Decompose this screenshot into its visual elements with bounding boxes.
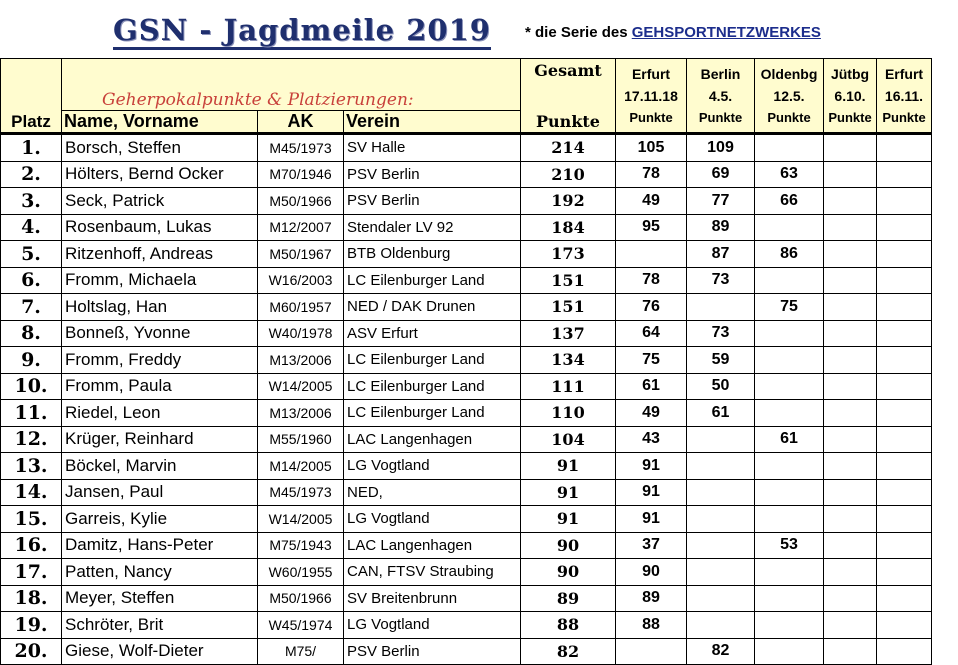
event-points-cell [877,532,932,559]
event-points-cell [877,400,932,427]
platz-cell: 17. [1,559,62,586]
event-points-cell: 75 [616,347,687,374]
event-points-cell [616,638,687,665]
gesamt-cell: 110 [521,400,616,427]
event-points-cell [755,506,824,533]
table-row [1,453,932,480]
event-points-cell [824,347,877,374]
name-cell: Fromm, Freddy [62,347,258,374]
event-header-4: Erfurt 16.11. Punkte [877,59,932,134]
platz-cell: 12. [1,426,62,453]
event-points-cell [877,479,932,506]
event-points-cell: 59 [687,347,755,374]
verein-cell: LC Eilenburger Land [344,267,521,294]
platz-cell: 20. [1,638,62,665]
table-row [1,373,932,400]
event-points-cell [755,134,824,162]
event-points-cell [877,638,932,665]
event-points-cell [687,294,755,321]
table-row [1,320,932,347]
event-points-cell [755,479,824,506]
ak-cell: M55/1960 [258,426,344,453]
table-row [1,347,932,374]
event-points-cell [687,426,755,453]
platz-cell: 13. [1,453,62,480]
verein-cell: LG Vogtland [344,453,521,480]
gesamt-cell: 214 [521,134,616,162]
event-points-cell [877,559,932,586]
event-points-cell: 78 [616,161,687,188]
event-points-cell: 95 [616,214,687,241]
platz-cell: 10. [1,373,62,400]
event-points-cell: 77 [687,188,755,215]
ak-cell: M50/1966 [258,188,344,215]
platz-cell: 2. [1,161,62,188]
name-cell: Böckel, Marvin [62,453,258,480]
gesamt-cell: 173 [521,241,616,268]
verein-cell: LC Eilenburger Land [344,347,521,374]
event-header-2: Oldenbg 12.5. Punkte [755,59,824,134]
name-cell: Riedel, Leon [62,400,258,427]
event-points-cell [824,479,877,506]
name-cell: Garreis, Kylie [62,506,258,533]
table-row [1,267,932,294]
platz-cell: 15. [1,506,62,533]
gesamt-cell: 91 [521,506,616,533]
verein-cell: LAC Langenhagen [344,532,521,559]
event-points-cell: 37 [616,532,687,559]
verein-cell: NED, [344,479,521,506]
event-points-cell: 73 [687,320,755,347]
gesamt-cell: 134 [521,347,616,374]
event-points-cell [877,426,932,453]
ak-cell: W45/1974 [258,612,344,639]
ak-cell: M13/2006 [258,347,344,374]
event-points-cell [824,214,877,241]
event-points-cell [824,161,877,188]
platz-header: Platz [1,59,62,134]
name-cell: Jansen, Paul [62,479,258,506]
verein-cell: LG Vogtland [344,506,521,533]
verein-cell: CAN, FTSV Straubing [344,559,521,586]
verein-cell: PSV Berlin [344,638,521,665]
event-points-cell [877,188,932,215]
ak-cell: W14/2005 [258,373,344,400]
name-cell: Schröter, Brit [62,612,258,639]
event-points-cell: 43 [616,426,687,453]
event-points-cell: 73 [687,267,755,294]
event-points-cell [877,161,932,188]
gesamt-cell: 89 [521,585,616,612]
table-row [1,559,932,586]
name-cell: Rosenbaum, Lukas [62,214,258,241]
name-cell: Seck, Patrick [62,188,258,215]
ak-cell: M45/1973 [258,134,344,162]
table-row [1,188,932,215]
name-cell: Fromm, Michaela [62,267,258,294]
event-points-cell [824,188,877,215]
name-cell: Fromm, Paula [62,373,258,400]
event-points-cell [824,532,877,559]
ak-cell: M14/2005 [258,453,344,480]
event-points-cell [824,294,877,321]
event-points-cell [824,241,877,268]
gesamt-cell: 90 [521,559,616,586]
ak-cell: M75/ [258,638,344,665]
event-points-cell [616,241,687,268]
event-points-cell: 61 [687,400,755,427]
table-row [1,241,932,268]
verein-cell: PSV Berlin [344,188,521,215]
platz-cell: 5. [1,241,62,268]
verein-cell: NED / DAK Drunen [344,294,521,321]
event-points-cell [687,612,755,639]
table-row [1,294,932,321]
series-note [525,24,821,41]
event-points-cell [824,453,877,480]
event-points-cell: 109 [687,134,755,162]
name-cell: Bonneß, Yvonne [62,320,258,347]
verein-cell: LG Vogtland [344,612,521,639]
gesamt-cell: 90 [521,532,616,559]
points-subtitle: Geherpokalpunkte & Platzierungen: [102,90,414,110]
platz-cell: 8. [1,320,62,347]
name-cell: Meyer, Steffen [62,585,258,612]
table-row [1,638,932,665]
event-points-cell [877,506,932,533]
event-points-cell: 91 [616,506,687,533]
name-cell: Holtslag, Han [62,294,258,321]
event-points-cell [755,347,824,374]
event-points-cell [824,320,877,347]
event-points-cell [755,214,824,241]
table-row [1,612,932,639]
event-points-cell [877,214,932,241]
verein-cell: Stendaler LV 92 [344,214,521,241]
gesamt-cell: 151 [521,267,616,294]
ak-cell: W14/2005 [258,506,344,533]
series-prefix: * die Serie des [525,24,628,41]
header-row-top [1,59,932,111]
table-row [1,532,932,559]
event-points-cell [824,373,877,400]
event-points-cell: 90 [616,559,687,586]
event-points-cell: 76 [616,294,687,321]
event-points-cell: 105 [616,134,687,162]
ak-cell: M13/2006 [258,400,344,427]
table-row [1,134,932,162]
series-org-link[interactable]: GEHSPORTNETZWERKES [631,24,821,41]
platz-cell: 11. [1,400,62,427]
gesamt-cell: 88 [521,612,616,639]
gesamt-cell: 91 [521,479,616,506]
gesamt-cell: 104 [521,426,616,453]
ak-cell: W60/1955 [258,559,344,586]
event-points-cell [877,585,932,612]
table-row [1,400,932,427]
platz-cell: 3. [1,188,62,215]
event-points-cell [755,400,824,427]
verein-cell: LC Eilenburger Land [344,373,521,400]
event-points-cell [687,585,755,612]
event-header-1: Berlin 4.5. Punkte [687,59,755,134]
event-points-cell [824,134,877,162]
ak-cell: M60/1957 [258,294,344,321]
platz-cell: 6. [1,267,62,294]
event-points-cell: 89 [616,585,687,612]
event-points-cell: 87 [687,241,755,268]
verein-cell: LC Eilenburger Land [344,400,521,427]
event-header-0: Erfurt 17.11.18 Punkte [616,59,687,134]
name-cell: Borsch, Steffen [62,134,258,162]
event-points-cell [877,267,932,294]
event-points-cell: 89 [687,214,755,241]
name-cell: Damitz, Hans-Peter [62,532,258,559]
event-points-cell [877,453,932,480]
gesamt-header: Gesamt [521,59,616,111]
verein-cell: LAC Langenhagen [344,426,521,453]
event-points-cell: 91 [616,479,687,506]
event-points-cell [824,506,877,533]
punkte-header: Punkte [521,111,616,134]
platz-cell: 9. [1,347,62,374]
event-header-3: Jütbg 6.10. Punkte [824,59,877,134]
name-header: Name, Vorname [62,111,258,134]
event-points-cell: 50 [687,373,755,400]
event-points-cell [755,559,824,586]
event-points-cell [824,638,877,665]
gesamt-cell: 111 [521,373,616,400]
ak-cell: M70/1946 [258,161,344,188]
name-cell: Hölters, Bernd Ocker [62,161,258,188]
event-points-cell [687,559,755,586]
event-points-cell: 91 [616,453,687,480]
event-points-cell [824,426,877,453]
platz-cell: 1. [1,134,62,162]
event-points-cell [824,585,877,612]
event-points-cell: 88 [616,612,687,639]
event-points-cell [824,267,877,294]
event-points-cell [755,373,824,400]
event-points-cell [877,294,932,321]
event-points-cell: 86 [755,241,824,268]
event-points-cell: 78 [616,267,687,294]
event-points-cell [755,612,824,639]
platz-cell: 18. [1,585,62,612]
page-title: GSN - Jagdmeile 2019 [113,14,491,50]
gesamt-cell: 151 [521,294,616,321]
table-row [1,506,932,533]
event-points-cell: 49 [616,400,687,427]
platz-cell: 7. [1,294,62,321]
gesamt-cell: 137 [521,320,616,347]
table-row [1,426,932,453]
ak-cell: W40/1978 [258,320,344,347]
platz-cell: 14. [1,479,62,506]
event-points-cell: 64 [616,320,687,347]
verein-cell: PSV Berlin [344,161,521,188]
event-points-cell: 75 [755,294,824,321]
verein-cell: ASV Erfurt [344,320,521,347]
event-points-cell [824,400,877,427]
table-row [1,585,932,612]
event-points-cell [877,134,932,162]
verein-cell: SV Halle [344,134,521,162]
event-points-cell: 66 [755,188,824,215]
platz-cell: 16. [1,532,62,559]
ak-header: AK [258,111,344,134]
event-points-cell: 49 [616,188,687,215]
verein-cell: BTB Oldenburg [344,241,521,268]
event-points-cell [755,453,824,480]
platz-cell: 19. [1,612,62,639]
event-points-cell [755,585,824,612]
ak-cell: M45/1973 [258,479,344,506]
gesamt-cell: 91 [521,453,616,480]
subtitle-cell [62,59,521,111]
ak-cell: M12/2007 [258,214,344,241]
name-cell: Patten, Nancy [62,559,258,586]
ak-cell: M50/1967 [258,241,344,268]
name-cell: Giese, Wolf-Dieter [62,638,258,665]
ak-cell: M50/1966 [258,585,344,612]
event-points-cell: 61 [755,426,824,453]
event-points-cell [824,559,877,586]
event-points-cell: 61 [616,373,687,400]
event-points-cell: 63 [755,161,824,188]
event-points-cell [687,453,755,480]
event-points-cell: 53 [755,532,824,559]
ak-cell: M75/1943 [258,532,344,559]
event-points-cell [687,506,755,533]
event-points-cell [877,612,932,639]
standings-table [0,58,932,665]
verein-cell: SV Breitenbrunn [344,585,521,612]
event-points-cell [687,479,755,506]
gesamt-cell: 184 [521,214,616,241]
gesamt-cell: 82 [521,638,616,665]
platz-cell: 4. [1,214,62,241]
event-points-cell [877,373,932,400]
name-cell: Krüger, Reinhard [62,426,258,453]
event-points-cell [877,347,932,374]
event-points-cell [755,320,824,347]
name-cell: Ritzenhoff, Andreas [62,241,258,268]
event-points-cell [877,320,932,347]
table-row [1,214,932,241]
gesamt-cell: 192 [521,188,616,215]
table-row [1,479,932,506]
event-points-cell [755,267,824,294]
event-points-cell: 82 [687,638,755,665]
table-row [1,161,932,188]
event-points-cell [824,612,877,639]
event-points-cell [877,241,932,268]
ak-cell: W16/2003 [258,267,344,294]
gesamt-cell: 210 [521,161,616,188]
verein-header: Verein [344,111,521,134]
event-points-cell [687,532,755,559]
event-points-cell: 69 [687,161,755,188]
event-points-cell [755,638,824,665]
